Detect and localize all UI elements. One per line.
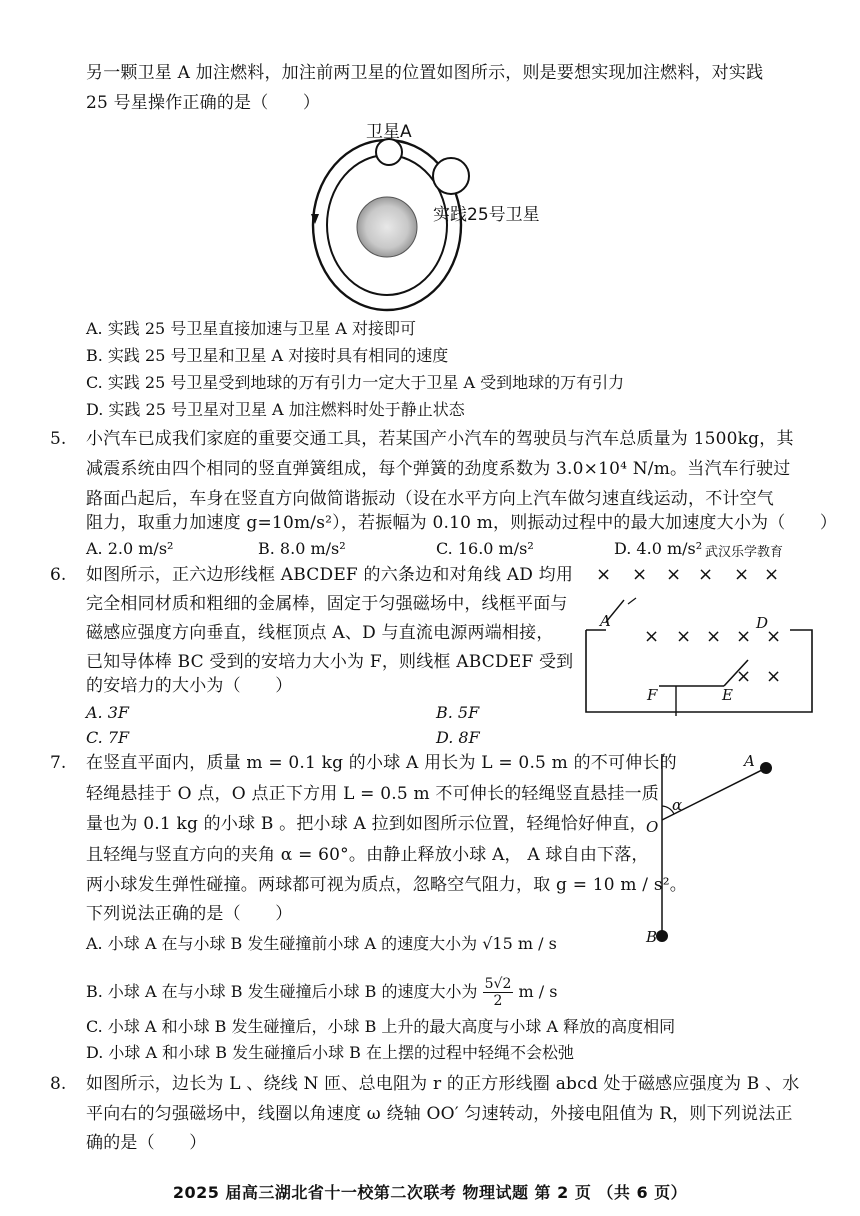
q4-stem-line: 另一颗卫星 A 加注燃料，加注前两卫星的位置如图所示，则是要想实现加注燃料，对实践 xyxy=(86,63,764,83)
q5-stem-line: 路面凸起后，车身在竖直方向做简谐振动（设在水平方向上汽车做匀速直线运动，不计空气 xyxy=(86,489,774,509)
q7-stem-line: 下列说法正确的是（ ） xyxy=(86,904,293,924)
q7-option-b-fraction xyxy=(483,976,514,1009)
q7-stem-line: 在竖直平面内，质量 m = 0.1 kg 的小球 A 用长为 L = 0.5 m 的不可伸长的 xyxy=(86,753,677,773)
q4-option-a: A. 实践 25 号卫星直接加速与卫星 A 对接即可 xyxy=(86,319,416,338)
q6-stem-line: 的安培力的大小为（ ） xyxy=(86,676,293,696)
q7-option-a: A. 小球 A 在与小球 B 发生碰撞前小球 A 的速度大小为 √15 m / s xyxy=(86,934,557,953)
svg-text:×: × xyxy=(666,564,682,585)
satellite-a-icon xyxy=(376,139,402,165)
field-crosses xyxy=(596,564,781,687)
q6-option-b: B. 5F xyxy=(436,703,480,722)
q6-number: 6. xyxy=(50,565,67,585)
q7-label-o: O xyxy=(646,818,659,836)
fraction-denominator: 2 xyxy=(493,993,503,1009)
svg-text:×: × xyxy=(766,666,782,687)
svg-text:×: × xyxy=(736,666,752,687)
q5-stem-line: 阻力，取重力加速度 g=10m/s²），若振幅为 0.10 m，则振动过程中的最大加速度大小为（ ） xyxy=(86,513,838,533)
q6-stem-line: 磁感应强度方向垂直，线框顶点 A、D 与直流电源两端相接， xyxy=(86,623,554,643)
q4-option-d: D. 实践 25 号卫星对卫星 A 加注燃料时处于静止状态 xyxy=(86,400,465,419)
q6-stem-line: 完全相同材质和粗细的金属棒，固定于匀强磁场中，线框平面与 xyxy=(86,594,568,614)
q8-stem-line: 平向右的匀强磁场中，线圈以角速度 ω 绕轴 OO′ 匀速转动，外接电阻值为 R，则下列说法正 xyxy=(86,1104,793,1124)
fraction-numerator: 5√2 xyxy=(484,976,512,992)
svg-text:×: × xyxy=(734,564,750,585)
q6-vertex-d: D xyxy=(756,614,769,632)
svg-text:×: × xyxy=(764,564,780,585)
ball-a-icon xyxy=(760,762,772,774)
q7-stem-line: 且轻绳与竖直方向的夹角 α = 60°。由静止释放小球 A， A 球自由下落， xyxy=(86,845,649,865)
q7-option-b-text: B. 小球 A 在与小球 B 发生碰撞后小球 B 的速度大小为 xyxy=(86,982,478,1001)
q4-stem-line: 25 号星操作正确的是（ ） xyxy=(86,93,321,113)
q7-number: 7. xyxy=(50,753,67,773)
q7-stem-line: 量也为 0.1 kg 的小球 B 。把小球 A 拉到如图所示位置，轻绳恰好伸直， xyxy=(86,814,647,834)
svg-text:×: × xyxy=(632,564,648,585)
q7-option-b xyxy=(86,976,557,1009)
q5-option-d: D. 4.0 m/s² xyxy=(614,539,703,558)
svg-text:×: × xyxy=(676,626,692,647)
q5-option-b: B. 8.0 m/s² xyxy=(258,539,346,558)
q7-label-alpha: α xyxy=(672,796,683,814)
q5-option-c: C. 16.0 m/s² xyxy=(436,539,534,558)
q5-number: 5. xyxy=(50,429,67,449)
q6-vertex-f: F xyxy=(647,686,658,704)
q6-option-c: C. 7F xyxy=(86,728,130,747)
q5-option-a: A. 2.0 m/s² xyxy=(86,539,174,558)
q4-label-satellite-25: 实践25号卫星 xyxy=(433,205,540,225)
q7-stem-line: 两小球发生弹性碰撞。两球都可视为质点，忽略空气阻力，取 g = 10 m / s²。 xyxy=(86,875,687,895)
ball-b-icon xyxy=(656,930,668,942)
q8-stem-line: 确的是（ ） xyxy=(86,1133,207,1153)
page-footer: 2025 届高三湖北省十一校第二次联考 物理试题 第 2 页 （共 6 页） xyxy=(172,1183,688,1202)
q6-option-a: A. 3F xyxy=(86,703,130,722)
satellite-25-icon xyxy=(433,158,469,194)
svg-text:×: × xyxy=(736,626,752,647)
svg-text:×: × xyxy=(698,564,714,585)
q4-option-b: B. 实践 25 号卫星和卫星 A 对接时具有相同的速度 xyxy=(86,346,449,365)
svg-text:×: × xyxy=(706,626,722,647)
svg-text:×: × xyxy=(766,626,782,647)
svg-text:×: × xyxy=(596,564,612,585)
q6-option-d: D. 8F xyxy=(436,728,480,747)
q4-label-satellite-a: 卫星A xyxy=(366,122,412,142)
q4-option-c: C. 实践 25 号卫星受到地球的万有引力一定大于卫星 A 受到地球的万有引力 xyxy=(86,373,625,392)
q5-stem-line: 小汽车已成我们家庭的重要交通工具，若某国产小汽车的驾驶员与汽车总质量为 1500kg，其 xyxy=(86,429,794,449)
q7-label-a: A xyxy=(744,752,755,770)
q6-stem-line: 如图所示，正六边形线框 ABCDEF 的六条边和对角线 AD 均用 xyxy=(86,565,574,585)
watermark-text: 武汉乐学教育 xyxy=(705,545,784,560)
q7-option-c: C. 小球 A 和小球 B 发生碰撞后，小球 B 上升的最大高度与小球 A 释放的高度相同 xyxy=(86,1017,676,1036)
q7-option-d: D. 小球 A 和小球 B 发生碰撞后小球 B 在上摆的过程中轻绳不会松弛 xyxy=(86,1043,575,1062)
q8-stem-line: 如图所示，边长为 L 、绕线 N 匝、总电阻为 r 的正方形线圈 abcd 处于磁感应强度为 B 、水 xyxy=(86,1074,800,1094)
q7-option-b-unit: m / s xyxy=(518,982,558,1001)
earth-icon xyxy=(357,197,417,257)
q6-vertex-a: A xyxy=(600,612,611,630)
q6-stem-line: 已知导体棒 BC 受到的安培力大小为 F，则线框 ABCDEF 受到 xyxy=(86,652,574,672)
q5-stem-line: 减震系统由四个相同的竖直弹簧组成，每个弹簧的劲度系数为 3.0×10⁴ N/m。当汽车行驶过 xyxy=(86,459,791,479)
q7-stem-line: 轻绳悬挂于 O 点，O 点正下方用 L = 0.5 m 不可伸长的轻绳竖直悬挂一质 xyxy=(86,784,659,804)
q8-number: 8. xyxy=(50,1074,67,1094)
edge-bc-fragment xyxy=(628,598,636,604)
q6-vertex-e: E xyxy=(722,686,733,704)
svg-text:×: × xyxy=(644,626,660,647)
q7-label-b: B xyxy=(646,928,658,946)
q7-pendulum-figure xyxy=(640,748,790,948)
q6-field-figure xyxy=(584,560,814,720)
